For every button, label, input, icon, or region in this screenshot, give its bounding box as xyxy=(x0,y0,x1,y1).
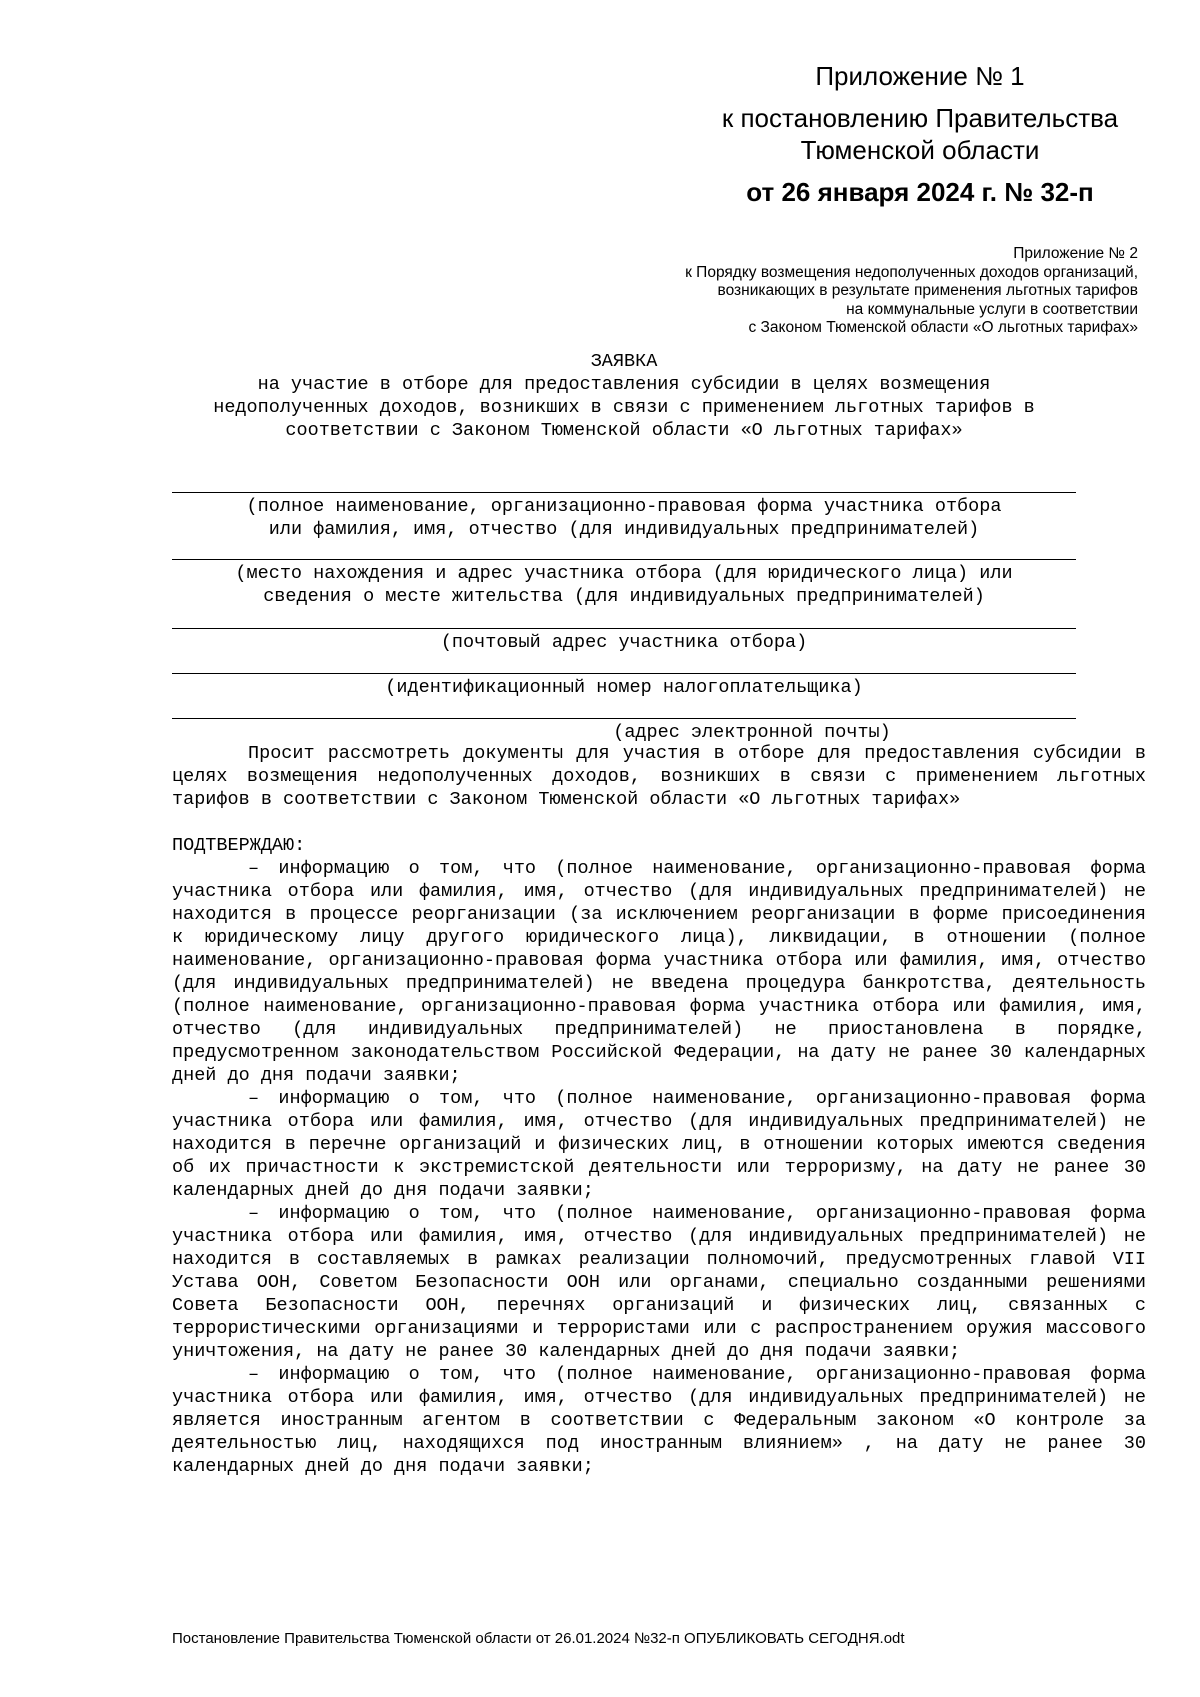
field-caption-line: (идентификационный номер налогоплательщика) xyxy=(385,677,863,698)
field-caption-full-name xyxy=(172,495,1076,541)
field-caption-address xyxy=(172,562,1076,608)
appendix-2-line-1: к Порядку возмещения недополученных доходов организаций, xyxy=(685,263,1138,281)
appendix-1-date-number: от 26 января 2024 г. № 32-п xyxy=(746,177,1094,207)
confirm-heading: ПОДТВЕРЖДАЮ: xyxy=(172,835,306,856)
field-line-inn[interactable] xyxy=(172,673,1076,674)
field-caption-line: или фамилия, имя, отчество (для индивидуальных предпринимателей) xyxy=(268,519,980,540)
field-line-full-name[interactable] xyxy=(172,492,1076,493)
request-paragraph: Просит рассмотреть документы для участия в отборе для предоставления субсидии в целях возмещения недополученных доходов, возникших в связи с применением льготных тарифов в соответствии с Законом Тюменской области «О льготных тарифах» xyxy=(172,743,1146,810)
appendix-2-title: Приложение № 2 xyxy=(1013,245,1138,262)
appendix-2-line-2: возникающих в результате применения льготных тарифов xyxy=(717,282,1138,299)
appendix-1-line-1: к постановлению Правительства xyxy=(721,103,1119,133)
form-subheading-1: на участие в отборе для предоставления субсидии в целях возмещения xyxy=(257,374,991,395)
form-title-block xyxy=(172,350,1076,442)
appendix-2-header xyxy=(538,245,1138,338)
field-caption-email xyxy=(300,721,1200,744)
confirm-item: – информацию о том, что (полное наименование, организационно-правовая форма участника отбора или фамилия, имя, отчество (для индивидуальных предпринимателей) не находится в процессе реорганизации (за исключением реорганизации в форме присоединения к юридическому лицу другого юридического лица), ликвидации, в отношении (полное наименование, организационно-правовая форма участника отбора или фамилия, имя, отчество (для индивидуальных предпринимателей) не введена процедура банкротства, деятельность (полное наименование, организационно-правовая форма участника отбора или фамилия, имя, отчество (для индивидуальных предпринимателей) не приостановлена в порядке, предусмотренном законодательством Российской Федерации, на дату не ранее 30 календарных дней до дня подачи заявки; xyxy=(172,858,1146,1086)
field-line-email[interactable] xyxy=(172,718,1076,719)
confirm-item: – информацию о том, что (полное наименование, организационно-правовая форма участника отбора или фамилия, имя, отчество (для индивидуальных предпринимателей) не находится в составляемых в рамках реализации полномочий, предусмотренных главой VII Устава ООН, Советом Безопасности ООН или органами, специально созданными решениями Совета Безопасности ООН, перечнях организаций и физических лиц, связанных с террористическими организациями и террористами или с распространением оружия массового уничтожения, на дату не ранее 30 календарных дней до дня подачи заявки; xyxy=(172,1203,1146,1362)
form-subheading-3: соответствии с Законом Тюменской области «О льготных тарифах» xyxy=(285,420,963,441)
field-caption-line: (адрес электронной почты) xyxy=(613,722,891,743)
appendix-2-line-4: с Законом Тюменской области «О льготных тарифах» xyxy=(748,319,1138,336)
body-text xyxy=(172,742,1146,1478)
field-caption-line: (полное наименование, организационно-правовая форма участника отбора xyxy=(246,496,1002,517)
confirm-item: – информацию о том, что (полное наименование, организационно-правовая форма участника отбора или фамилия, имя, отчество (для индивидуальных предпринимателей) не является иностранным агентом в соответствии с Федеральным законом «О контроле за деятельностью лиц, находящихся под иностранным влиянием» , на дату не ранее 30 календарных дней до дня подачи заявки; xyxy=(172,1364,1146,1477)
form-subheading-2: недополученных доходов, возникших в связи с применением льготных тарифов в xyxy=(213,397,1035,418)
field-caption-inn xyxy=(172,676,1076,699)
field-caption-line: (место нахождения и адрес участника отбора (для юридического лица) или xyxy=(235,563,1013,584)
appendix-1-line-2: Тюменской области xyxy=(800,135,1040,165)
field-line-address[interactable] xyxy=(172,559,1076,560)
field-caption-line: сведения о месте жительства (для индивидуальных предпринимателей) xyxy=(263,586,985,607)
field-caption-postal-address xyxy=(172,631,1076,654)
appendix-1-title: Приложение № 1 xyxy=(815,61,1025,91)
appendix-2-line-3: на коммунальные услуги в соответствии xyxy=(846,300,1138,318)
page-footer: Постановление Правительства Тюменской области от 26.01.2024 №32-п ОПУБЛИКОВАТЬ СЕГОДНЯ.odt xyxy=(172,1630,905,1647)
confirm-item: – информацию о том, что (полное наименование, организационно-правовая форма участника отбора или фамилия, имя, отчество (для индивидуальных предпринимателей) не находится в перечне организаций и физических лиц, в отношении которых имеются сведения об их причастности к экстремистской деятельности или терроризму, на дату не ранее 30 календарных дней до дня подачи заявки; xyxy=(172,1088,1146,1201)
form-heading: ЗАЯВКА xyxy=(590,351,658,372)
field-line-postal-address[interactable] xyxy=(172,628,1076,629)
field-caption-line: (почтовый адрес участника отбора) xyxy=(440,632,808,653)
appendix-1-header xyxy=(700,58,1140,210)
